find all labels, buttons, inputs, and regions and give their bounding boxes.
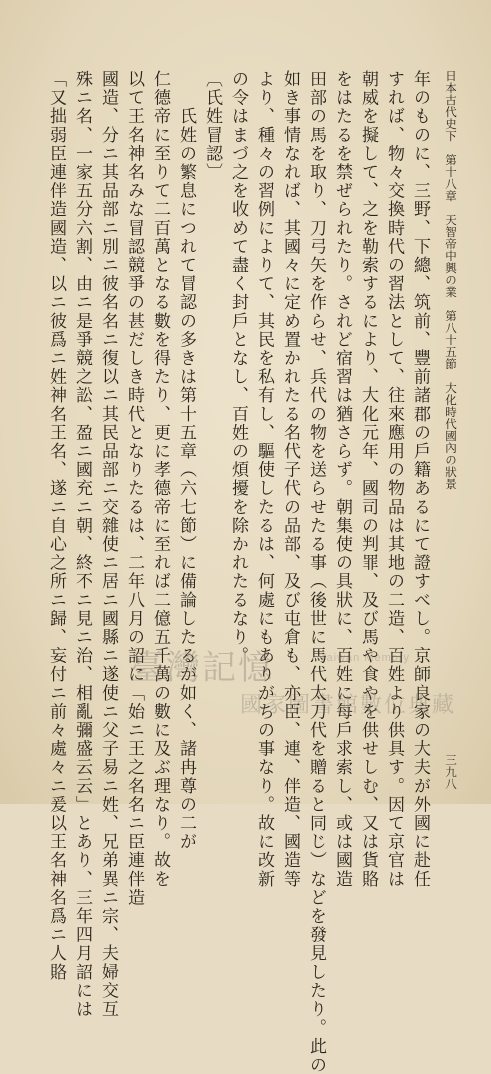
text-column: より、種々の習例によりて、其民を私有し、驅使したるは、何處にもありがちの事なり。故に改新 <box>254 70 274 889</box>
text-column: 年のものに、三野、下總、筑前、豐前諸郡の戶籍あるにて證すべし。京師良家の大夫が外國に赴任 <box>410 70 430 889</box>
running-head: 日本古代史下 第十八章 天智帝中興の業 第八十五節 大化時代國內の狀景 <box>444 70 458 490</box>
text-column: 如き事情なれば、其國々に定め置かれたる名代子代の品部、及び屯倉も、亦臣、連、伴造、國造等 <box>280 70 300 889</box>
page-number: 三九八 <box>444 754 458 790</box>
body-text <box>43 70 433 1074</box>
text-column: をはたるを禁ぜられたり。されど宿習は猶さらず。朝集使の具狀に、百姓に每戶求索し、或は國造 <box>332 70 352 889</box>
text-column: すれば、物々交換時代の習法として、往來應用の物品は其地の二造、百姓より供具す。因て京官は <box>384 70 404 889</box>
text-column: の令はまづ之を收めて盡く封戶となし、百姓の煩擾を除かれたるなり。 <box>228 70 248 666</box>
text-column: 田部の馬を取り、刀弓矢を作らせ、兵代の物を送らせたる事（後世に馬代太刀代を贈ると同じ）などを發見したり。此の <box>306 70 326 1074</box>
watermark-english: Taiwan Memory <box>320 652 411 664</box>
text-column: 國造、分ニ其品部ニ別ニ彼名名ニ復以ニ其民品部ニ交雜使ニ居ニ國縣ニ遂使ニ父子易ニ姓、兄弟異ニ宗、夫婦交互 <box>98 70 118 1019</box>
page-header <box>443 70 459 790</box>
text-column: 氏姓の繁息につれて冒認の多きは第十五章（六七節）に備論したるが如く、諸冉尊の二が <box>176 70 196 852</box>
text-column: 以て王名神名みな冒認競爭の甚だしき時代となりたるは、二年八月の詔に「始ニ王之名名ニ臣連伴造 <box>124 70 144 907</box>
text-column: 仁德帝に至りて二百萬となる數を得たり、更に孝德帝に至れば二億五千萬の數に及ぶ理なり。故を <box>150 70 170 889</box>
text-column: 殊ニ名、一家五分六割、由ニ是爭競之訟、盈ニ國充ニ朝、終不ニ見ニ治、相亂彌盛云云」とあり、三年四月詔には <box>72 70 92 1019</box>
text-column: 「又拙弱臣連伴造國造、以ニ彼爲ニ姓神名王名、遂ニ自心之所ニ歸、妄付ニ前々處々ニ爰以王名神名爲ニ人賂 <box>46 70 66 982</box>
text-column: 朝威を擬して、之を勒索するにより、大化元年、國司の判罪、及び馬や食やを供せしむ、又は貨賂 <box>358 70 378 889</box>
watermark-library-name: 國家圖書館數位典藏 <box>240 693 457 718</box>
watermark-logo-text: 臺灣記憶 <box>130 648 274 688</box>
section-heading: 〔氏姓冒認〕 <box>202 70 222 182</box>
